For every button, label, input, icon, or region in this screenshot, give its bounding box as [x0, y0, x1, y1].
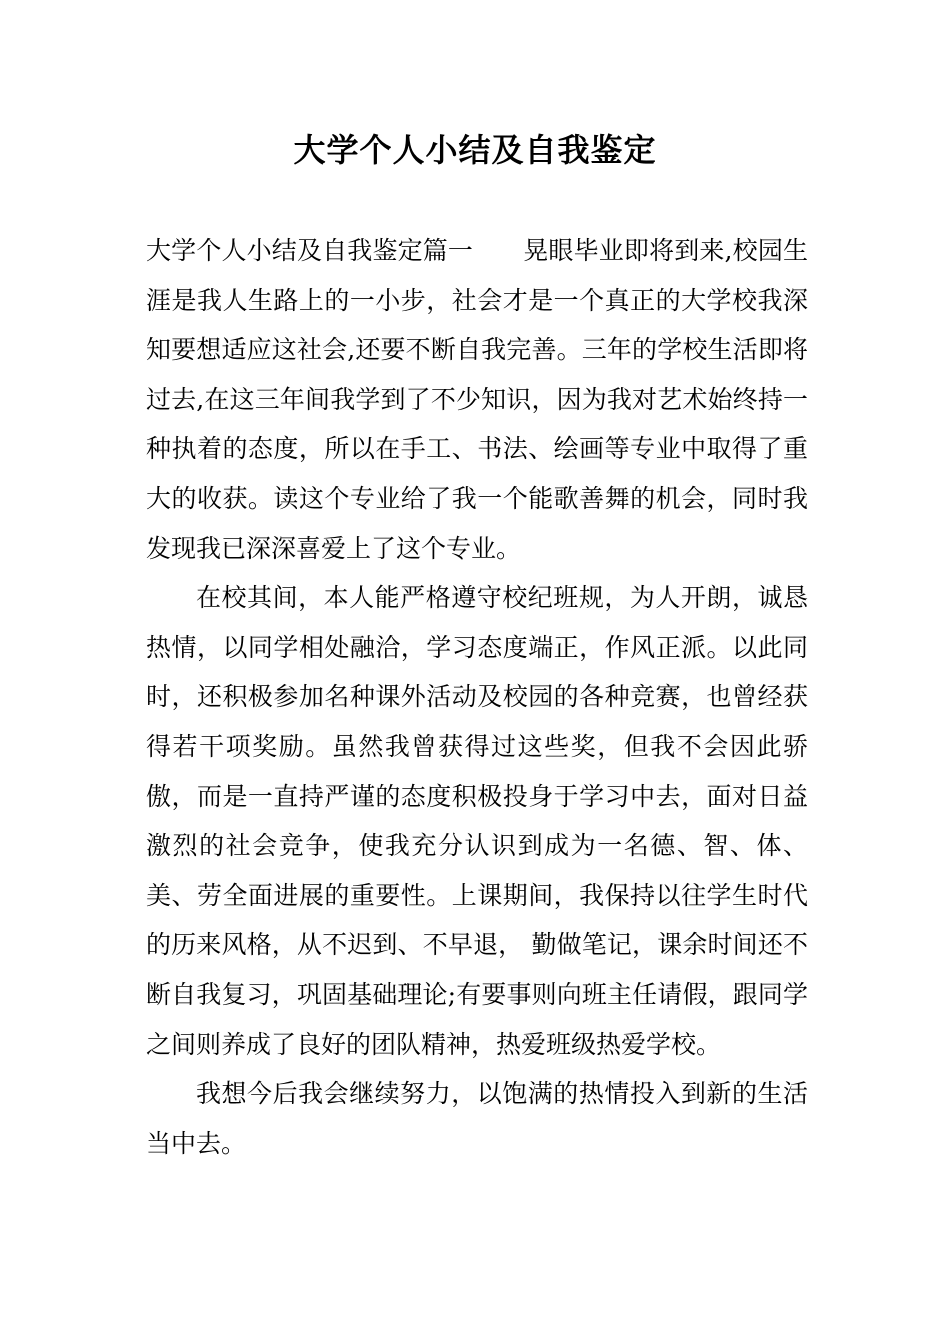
document-title: 大学个人小结及自我鉴定 [293, 131, 657, 169]
paragraph-1-text: 晃眼毕业即将到来,校园生涯是我人生路上的一小步，社会才是一个真正的大学校我深知要想适应这社会,还要不断自我完善。三年的学校生活即将过去,在这三年间我学到了不少知识，因为我对艺术始终持一种执着的态度，所以在手工、书法、绘画等专业中取得了重大的收获。读这个专业给了我一个能歌善舞的机会，同时我发现我已深深喜爱上了这个专业。 [146, 236, 808, 563]
section-heading: 大学个人小结及自我鉴定篇一 [146, 236, 474, 265]
paragraph-3: 我想今后我会继续努力，以饱满的热情投入到新的生活当中去。 [146, 1079, 808, 1158]
document-body [146, 226, 808, 1168]
paragraph-1 [146, 226, 808, 573]
paragraph-2: 在校其间，本人能严格遵守校纪班规，为人开朗，诚恳热情，以同学相处融洽，学习态度端正，作风正派。以此同时，还积极参加名种课外活动及校园的各种竞赛，也曾经获得若干项奖励。虽然我曾获得过这些奖，但我不会因此骄傲，而是一直持严谨的态度积极投身于学习中去，面对日益激烈的社会竞争，使我充分认识到成为一名德、智、体、美、劳全面进展的重要性。上课期间，我保持以往学生时代的历来风格，从不迟到、不早退， 勤做笔记，课余时间还不断自我复习，巩固基础理论;有要事则向班主任请假，跟同学之间则养成了良好的团队精神，热爱班级热爱学校。 [146, 583, 808, 1059]
